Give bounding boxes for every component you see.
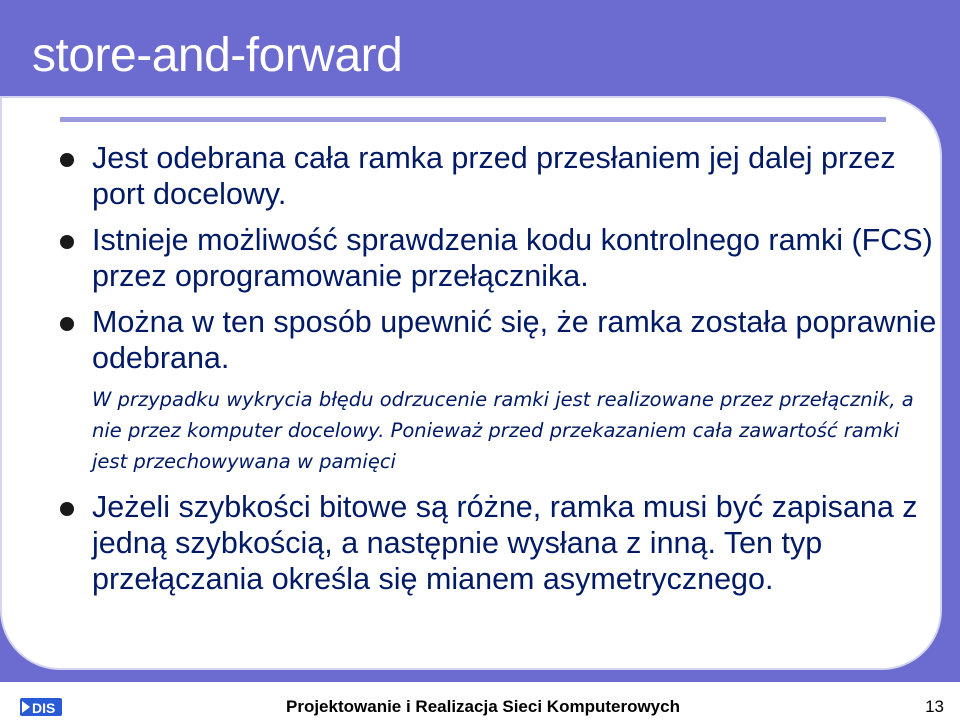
bullet-item — [60, 140, 940, 212]
bullet-dot-icon — [60, 502, 74, 516]
logo-text: DIS — [32, 700, 56, 716]
slide-title: store-and-forward — [32, 29, 403, 82]
dis-logo-icon — [20, 692, 62, 720]
bullet-item — [60, 489, 940, 597]
bullet-item — [60, 304, 940, 376]
bullet-dot-icon — [60, 153, 74, 167]
bullet-dot-icon — [60, 235, 74, 249]
bullet-text: Jest odebrana cała ramka przed przesłaniem jej dalej przez port docelowy. — [92, 141, 896, 211]
course-title: Projektowanie i Realizacja Sieci Komputerowych — [286, 697, 680, 716]
bullet-text: Jeżeli szybkości bitowe są różne, ramka musi być zapisana z jedną szybkością, a następnie wysłana z inną. Ten typ przełączania określa się mianem asymetrycznego. — [92, 490, 918, 596]
bullet-list — [60, 140, 940, 607]
bullet-text: Można w ten sposób upewnić się, że ramka została poprawnie odebrana. — [92, 305, 937, 375]
title-underline — [60, 117, 886, 122]
page-number: 13 — [925, 697, 944, 716]
italic-note: W przypadku wykrycia błędu odrzucenie ramki jest realizowane przez przełącznik, a nie przez komputer docelowy. Ponieważ przed przekazaniem cała zawartość ramki jest przechowywana w pamięci — [92, 388, 914, 473]
bullet-item — [60, 222, 940, 294]
bullet-dot-icon — [60, 317, 74, 331]
bullet-text: Istnieje możliwość sprawdzenia kodu kontrolnego ramki (FCS) przez oprogramowanie przełącznika. — [92, 223, 933, 293]
